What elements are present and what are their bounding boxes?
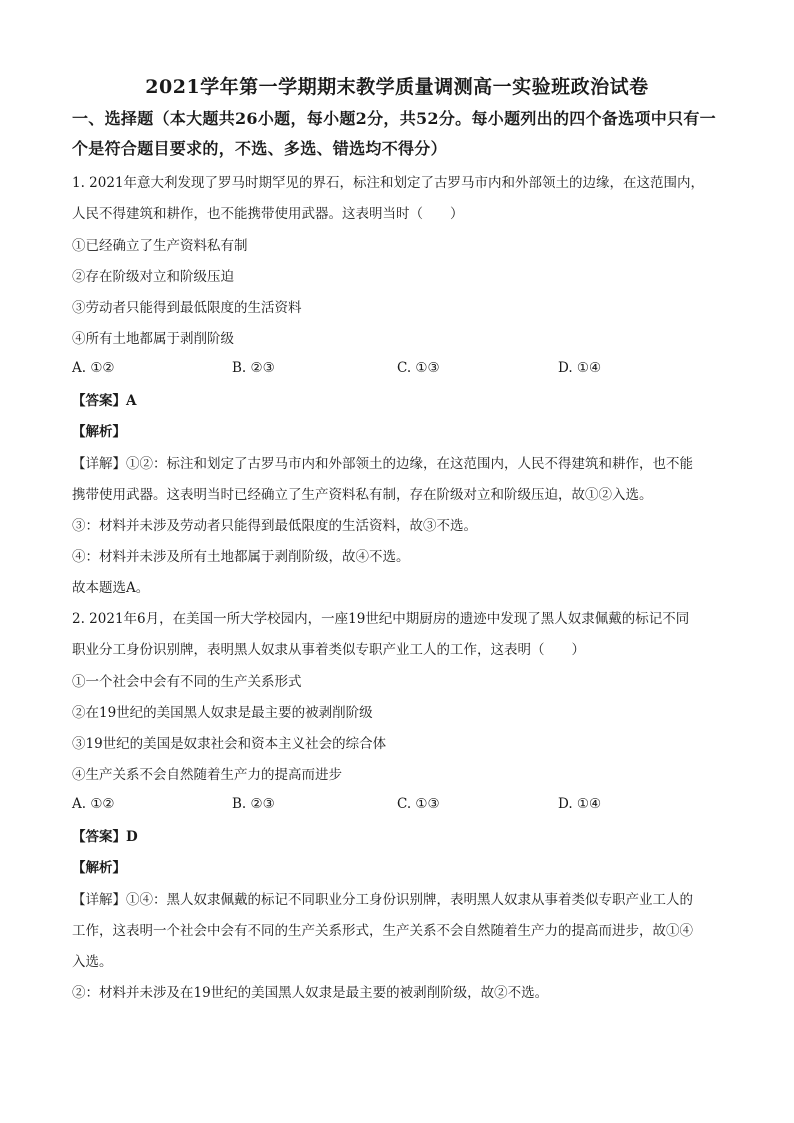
q2-option-d: D. ①④ <box>558 796 602 812</box>
q1-detail-line-2: 携带使用武器。这表明当时已经确立了生产资料私有制，存在阶级对立和阶级压迫，故①②入选。 <box>72 487 653 503</box>
q2-analysis-label: 【解析】 <box>72 860 126 876</box>
q1-options <box>72 360 727 380</box>
q2-option-b: B. ②③ <box>232 796 275 812</box>
q1-option-c: C. ①③ <box>397 360 440 376</box>
q1-option-b: B. ②③ <box>232 360 275 376</box>
section-heading-line-1: 一、选择题（本大题共26小题，每小题2分，共52分。每小题列出的四个备选项中只有一 <box>72 109 716 128</box>
q2-detail-line-2: 工作，这表明一个社会中会有不同的生产关系形式，生产关系不会自然随着生产力的提高而进步，故①④ <box>72 923 693 939</box>
q2-option-c: C. ①③ <box>397 796 440 812</box>
q2-answer: 【答案】D <box>72 829 138 845</box>
q1-detail-line-4: ④：材料并未涉及所有土地都属于剥削阶级，故④不选。 <box>72 549 410 565</box>
q2-item-4: ④生产关系不会自然随着生产力的提高而进步 <box>72 767 342 783</box>
q1-analysis-label: 【解析】 <box>72 424 126 440</box>
q1-item-2: ②存在阶级对立和阶级压迫 <box>72 269 234 285</box>
q1-detail-line-3: ③：材料并未涉及劳动者只能得到最低限度的生活资料，故③不选。 <box>72 518 477 534</box>
q2-detail-line-1: 【详解】①④：黑人奴隶佩戴的标记不同职业分工身份识别牌，表明黑人奴隶从事着类似专职产业工人的 <box>72 892 693 908</box>
q2-stem-line-1: 2. 2021年6月，在美国一所大学校园内，一座19世纪中期厨房的遗迹中发现了黑人奴隶佩戴的标记不同 <box>72 611 690 627</box>
q2-option-a: A. ①② <box>72 796 115 812</box>
q2-stem-line-2: 职业分工身份识别牌，表明黑人奴隶从事着类似专职产业工人的工作，这表明（ ） <box>72 642 585 658</box>
page-title: 2021学年第一学期期末教学质量调测高一实验班政治试卷 <box>145 76 649 98</box>
q1-option-a: A. ①② <box>72 360 115 376</box>
q2-item-2: ②在19世纪的美国黑人奴隶是最主要的被剥削阶级 <box>72 705 373 721</box>
q1-answer: 【答案】A <box>72 393 137 409</box>
q1-stem-line-1: 1. 2021年意大利发现了罗马时期罕见的界石，标注和划定了古罗马市内和外部领土的边缘，在这范围内， <box>72 175 705 191</box>
q1-stem-line-2: 人民不得建筑和耕作，也不能携带使用武器。这表明当时（ ） <box>72 206 464 222</box>
q1-item-4: ④所有土地都属于剥削阶级 <box>72 331 234 347</box>
section-heading <box>72 104 727 164</box>
q1-option-d: D. ①④ <box>558 360 602 376</box>
q1-item-3: ③劳动者只能得到最低限度的生活资料 <box>72 300 302 316</box>
q1-item-1: ①已经确立了生产资料私有制 <box>72 238 248 254</box>
q2-detail-line-4: ②：材料并未涉及在19世纪的美国黑人奴隶是最主要的被剥削阶级，故②不选。 <box>72 985 549 1001</box>
q2-item-3: ③19世纪的美国是奴隶社会和资本主义社会的综合体 <box>72 736 387 752</box>
q1-detail-line-5: 故本题选A。 <box>72 580 150 596</box>
q2-item-1: ①一个社会中会有不同的生产关系形式 <box>72 674 302 690</box>
section-heading-line-2: 个是符合题目要求的，不选、多选、错选均不得分） <box>72 139 447 158</box>
q2-detail-line-3: 入选。 <box>72 954 113 970</box>
q2-options <box>72 796 727 816</box>
q1-detail-line-1: 【详解】①②：标注和划定了古罗马市内和外部领土的边缘，在这范围内，人民不得建筑和耕作，也不能 <box>72 456 693 472</box>
